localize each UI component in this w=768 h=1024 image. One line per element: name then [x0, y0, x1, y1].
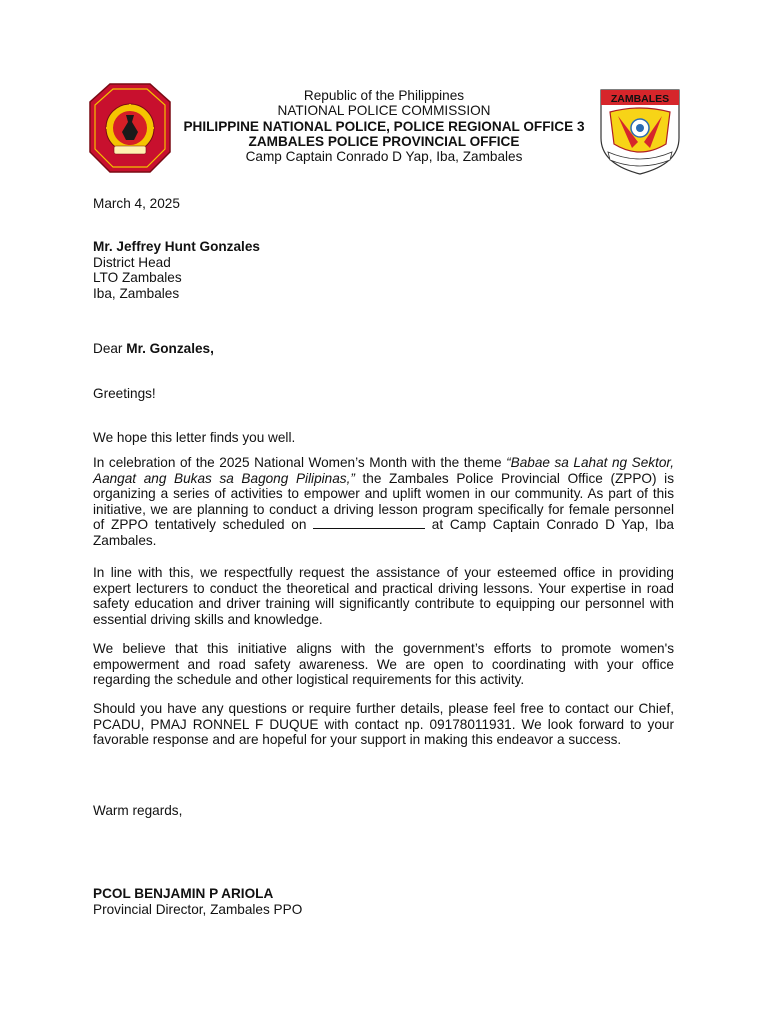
p1-before: In celebration of the 2025 National Women’s Month with the theme — [93, 455, 507, 470]
letter-date: March 4, 2025 — [93, 196, 180, 211]
header-zppo: ZAMBALES POLICE PROVINCIAL OFFICE — [248, 133, 520, 149]
header-address: Camp Captain Conrado D Yap, Iba, Zambales — [245, 149, 523, 165]
zambales-ppo-shield-icon — [598, 86, 682, 176]
paragraph-3: We believe that this initiative aligns with the government’s efforts to promote women's empowerment and road safety awareness. We are open to coordinating with your office regarding the schedule and other logistical requirements for this activity. — [93, 641, 674, 688]
letterhead — [170, 88, 598, 164]
recipient-block — [93, 239, 674, 301]
salutation-prefix: Dear — [93, 341, 127, 356]
paragraph-2: In line with this, we respectfully request the assistance of your esteemed office in providing expert lecturers to conduct the theoretical and practical driving lessons. Your expertise in road safety education and driver training will significantly contribute to equipping our personnel with essential driving skills and knowledge. — [93, 565, 674, 627]
opening-line: We hope this letter finds you well. — [93, 430, 296, 445]
p1-after: at Camp Captain Conrado D Yap, Iba Zambales. — [93, 517, 674, 548]
signatory-title: Provincial Director, Zambales PPO — [93, 901, 303, 917]
header-napolcom: NATIONAL POLICE COMMISSION — [277, 103, 491, 119]
paragraph-4: Should you have any questions or require further details, please feel free to contact our Chief, PCADU, PMAJ RONNEL F DUQUE with contact np. 09178011931. We look forward to your favorable response and are hopeful for your support in making this endeavor a success. — [93, 701, 674, 748]
p1-middle: the Zambales Police Provincial Office (ZPPO) is organizing a series of activities to empower and uplift women in our community. As part of this initiative, we are planning to conduct a driving lesson program specifically for female personnel of ZPPO tentatively scheduled on — [93, 470, 674, 533]
header-pro3: PHILIPPINE NATIONAL POLICE, POLICE REGIONAL OFFICE 3 — [183, 118, 585, 134]
header-republic: Republic of the Philippines — [303, 88, 465, 103]
zambales-banner-text: ZAMBALES — [610, 93, 670, 105]
salutation — [93, 341, 674, 357]
p1-theme: “Babae sa Lahat ng Sektor, Aangat ang Bukas sa Bagong Pilipinas,” — [93, 455, 674, 486]
recipient-title: District Head — [93, 254, 171, 270]
signatory-name: PCOL BENJAMIN P ARIOLA — [93, 886, 274, 901]
greeting: Greetings! — [93, 386, 156, 401]
pnp-seal-icon — [88, 82, 172, 174]
date-blank-line — [313, 517, 425, 529]
recipient-location: Iba, Zambales — [93, 285, 180, 301]
paragraph-1 — [93, 455, 674, 549]
recipient-office: LTO Zambales — [93, 270, 182, 286]
closing: Warm regards, — [93, 803, 183, 818]
salutation-name: Mr. Gonzales, — [126, 341, 214, 356]
recipient-name: Mr. Jeffrey Hunt Gonzales — [93, 239, 260, 254]
signatory-block — [93, 886, 674, 917]
